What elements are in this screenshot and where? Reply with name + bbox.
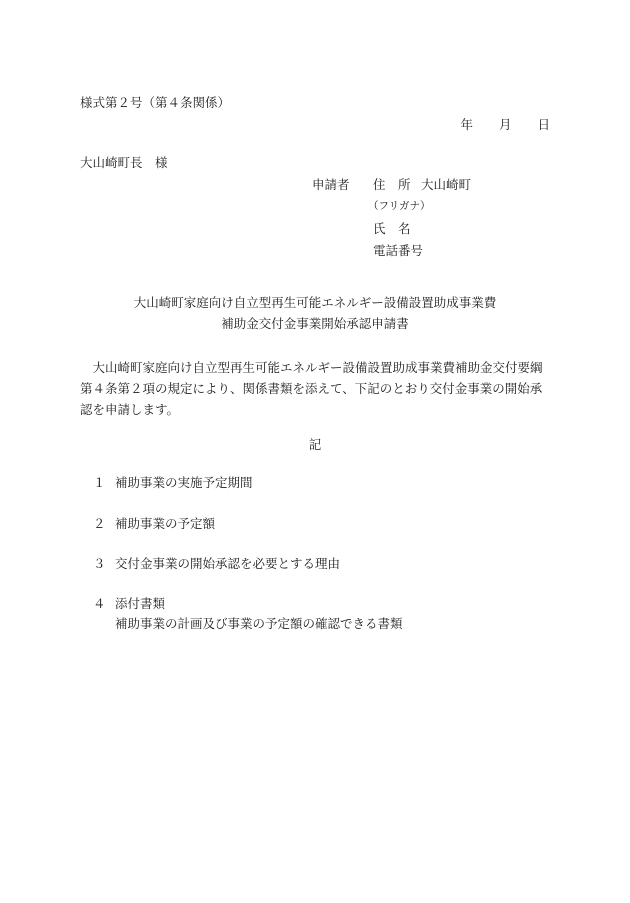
item-text: 添付書類: [115, 596, 166, 611]
addressee: 大山崎町長 様: [80, 155, 168, 170]
ki-heading: 記: [308, 437, 322, 452]
applicant-role-label: 申請者: [312, 177, 350, 192]
address-label: 住 所: [373, 177, 411, 192]
form-number: 様式第２号（第４条関係）: [80, 95, 231, 110]
list-item: [93, 558, 340, 571]
body-paragraph: 大山崎町家庭向け自立型再生可能エネルギー設備設置助成事業費補助金交付要綱第４条第２項の規定により、関係書類を添えて、下記のとおり交付金事業の開始承認を申請します。: [80, 360, 543, 417]
furigana-row: [312, 201, 471, 223]
date-line: [460, 119, 550, 132]
phone-label: 電話番号: [373, 243, 424, 258]
list-item: [93, 518, 215, 531]
attachment-description: 補助事業の計画及び事業の予定額の確認できる書類: [115, 616, 403, 631]
item-text: 補助事業の実施予定期間: [115, 475, 253, 490]
date-month-label: 月: [498, 117, 512, 132]
item-number: ３: [93, 556, 106, 571]
applicant-address-row: [312, 179, 471, 201]
applicant-block: [312, 179, 471, 267]
date-year-label: 年: [460, 117, 473, 132]
item-text: 補助事業の予定額: [115, 516, 216, 531]
item-text: 交付金事業の開始承認を必要とする理由: [115, 556, 341, 571]
furigana-label: （フリガナ）: [368, 200, 431, 212]
phone-row: [312, 245, 471, 267]
document-title-line1: 大山崎町家庭向け自立型再生可能エネルギー設備設置助成事業費: [133, 295, 497, 310]
date-day-label: 日: [537, 117, 550, 132]
list-item: [93, 598, 165, 611]
item-number: ２: [93, 516, 106, 531]
address-value: 大山崎町: [421, 177, 472, 192]
name-label: 氏 名: [373, 221, 411, 236]
list-item: [93, 477, 253, 490]
item-number: １: [93, 475, 106, 490]
document-title-line2: 補助金交付金事業開始承認申請書: [221, 316, 409, 331]
name-row: [312, 223, 471, 245]
item-number: ４: [93, 596, 106, 611]
